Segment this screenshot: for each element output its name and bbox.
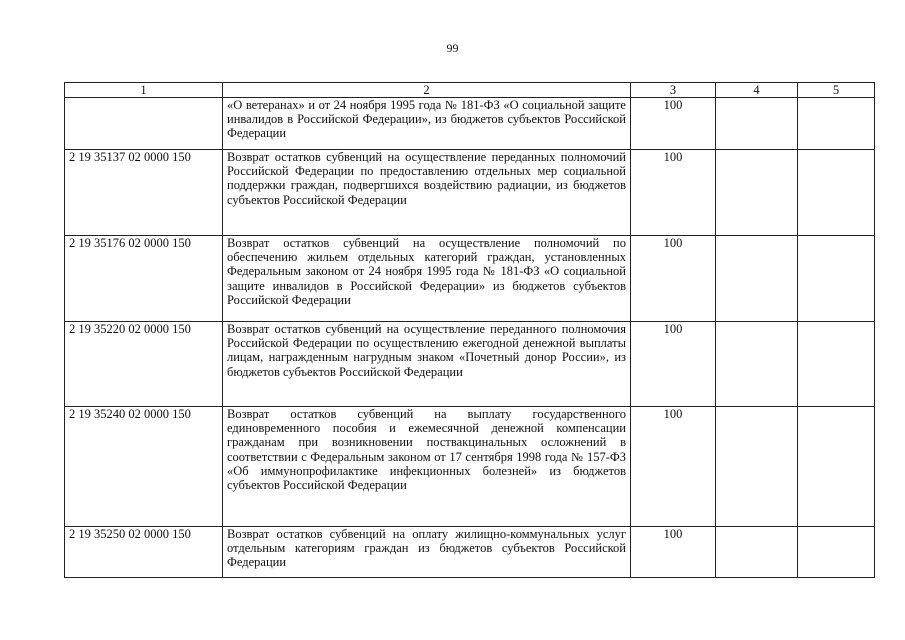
description-cell: Возврат остатков субвенций на оплату жилищно-коммунальных услуг отдельным категориям граждан из бюджетов субъектов Российской Федерации bbox=[223, 527, 631, 578]
budget-code-cell bbox=[65, 98, 223, 150]
table-row bbox=[65, 322, 875, 407]
header-col-2: 2 bbox=[223, 83, 631, 98]
col5-cell bbox=[798, 527, 875, 578]
header-col-3: 3 bbox=[631, 83, 716, 98]
col4-cell bbox=[716, 322, 798, 407]
budget-code-cell: 2 19 35250 02 0000 150 bbox=[65, 527, 223, 578]
table-row bbox=[65, 98, 875, 150]
header-col-5: 5 bbox=[798, 83, 875, 98]
budget-code-cell: 2 19 35220 02 0000 150 bbox=[65, 322, 223, 407]
col4-cell bbox=[716, 407, 798, 527]
table-row bbox=[65, 407, 875, 527]
col5-cell bbox=[798, 407, 875, 527]
header-col-4: 4 bbox=[716, 83, 798, 98]
value-cell: 100 bbox=[631, 236, 716, 322]
table-row bbox=[65, 527, 875, 578]
header-row bbox=[65, 83, 875, 98]
description-cell: Возврат остатков субвенций на осуществление полномочий по обеспечению жильем отдельных категорий граждан, установленных Федеральным законом от 24 ноября 1995 года № 181-ФЗ «О социальной защите инвалидов в Российской Федерации» из бюджетов субъектов Российской Федерации bbox=[223, 236, 631, 322]
description-cell: Возврат остатков субвенций на осуществление переданных полномочий Российской Федерации по предоставлению отдельных мер социальной поддержки граждан, подвергшихся воздействию радиации, из бюджетов субъектов Российской Федерации bbox=[223, 150, 631, 236]
value-cell: 100 bbox=[631, 407, 716, 527]
col5-cell bbox=[798, 322, 875, 407]
value-cell: 100 bbox=[631, 322, 716, 407]
table-row bbox=[65, 150, 875, 236]
value-cell: 100 bbox=[631, 98, 716, 150]
col4-cell bbox=[716, 150, 798, 236]
col5-cell bbox=[798, 236, 875, 322]
col4-cell bbox=[716, 236, 798, 322]
col4-cell bbox=[716, 527, 798, 578]
col5-cell bbox=[798, 98, 875, 150]
header-col-1: 1 bbox=[65, 83, 223, 98]
budget-code-cell: 2 19 35176 02 0000 150 bbox=[65, 236, 223, 322]
value-cell: 100 bbox=[631, 527, 716, 578]
budget-codes-table bbox=[64, 82, 875, 578]
description-cell: «О ветеранах» и от 24 ноября 1995 года № 181-ФЗ «О социальной защите инвалидов в Российской Федерации», из бюджетов субъектов Российской Федерации bbox=[223, 98, 631, 150]
description-cell: Возврат остатков субвенций на выплату государственного единовременного пособия и ежемесячной денежной компенсации гражданам при возникновении поствакцинальных осложнений в соответствии с Федеральным законом от 17 сентября 1998 года № 157-ФЗ «Об иммунопрофилактике инфекционных болезней» из бюджетов субъектов Российской Федерации bbox=[223, 407, 631, 527]
page-number: 99 bbox=[446, 41, 459, 55]
budget-code-cell: 2 19 35137 02 0000 150 bbox=[65, 150, 223, 236]
budget-code-cell: 2 19 35240 02 0000 150 bbox=[65, 407, 223, 527]
col4-cell bbox=[716, 98, 798, 150]
description-cell: Возврат остатков субвенций на осуществление переданного полномочия Российской Федерации по осуществлению ежегодной денежной выплаты лицам, награжденным нагрудным знаком «Почетный донор России», из бюджетов субъектов Российской Федерации bbox=[223, 322, 631, 407]
table-row bbox=[65, 236, 875, 322]
value-cell: 100 bbox=[631, 150, 716, 236]
col5-cell bbox=[798, 150, 875, 236]
